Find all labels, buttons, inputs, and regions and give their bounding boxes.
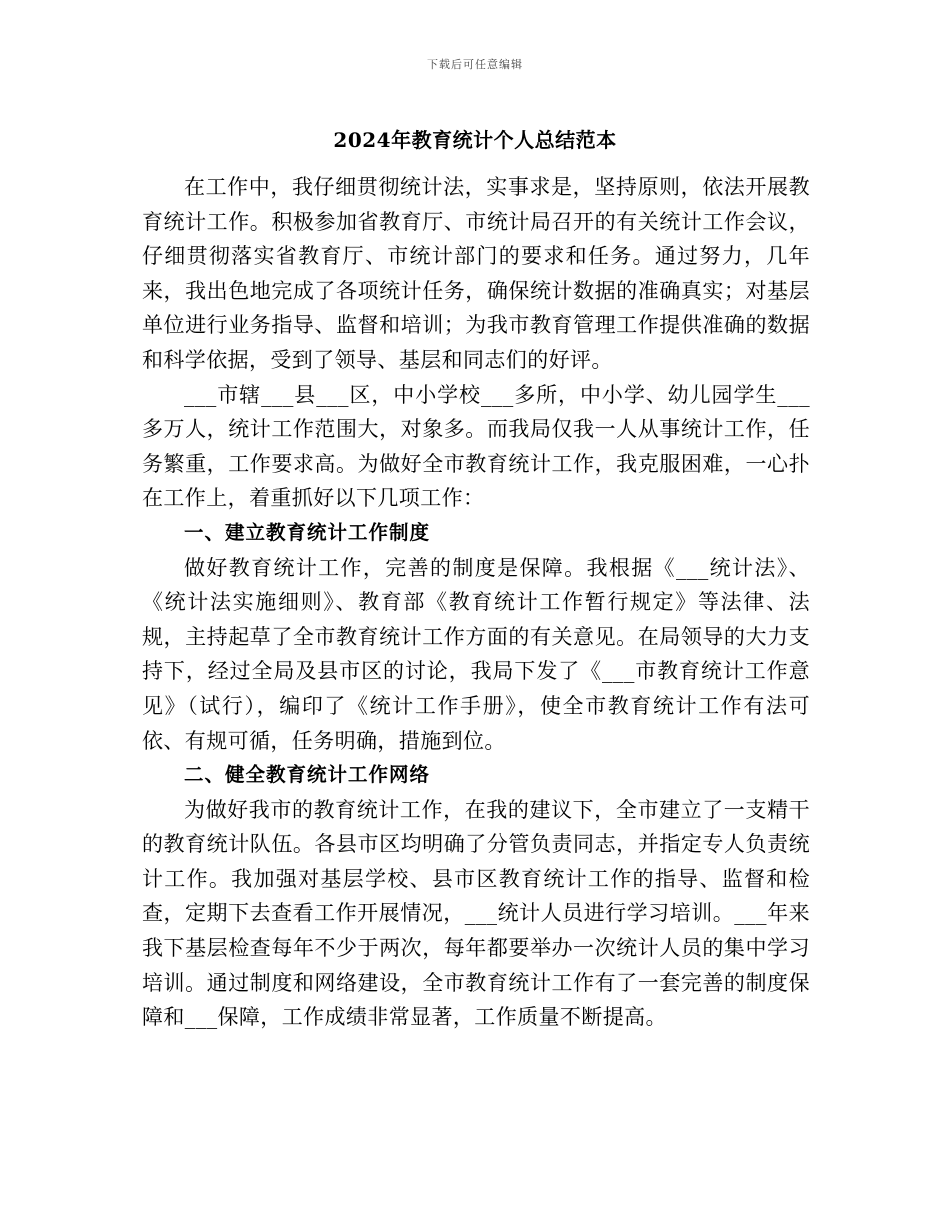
paragraph-section-2: 为做好我市的教育统计工作，在我的建议下，全市建立了一支精干的教育统计队伍。各县市区均明确了分管负责同志，并指定专人负责统计工作。我加强对基层学校、县市区教育统计工作的指导、监督和检查，定期下去查看工作开展情况，___统计人员进行学习培训。___年来我下基层检查每年不少于两次，每年都要举办一次统计人员的集中学习培训。通过制度和网络建设，全市教育统计工作有了一套完善的制度保障和___保障，工作成绩非常显著，工作质量不断提高。: [142, 797, 810, 1030]
page-header-note: 下载后可任意编辑: [427, 58, 523, 71]
paragraph-scope: ___市辖___县___区，中小学校___多所，中小学、幼儿园学生___多万人，统计工作范围大，对象多。而我局仅我一人从事统计工作，任务繁重，工作要求高。为做好全市教育统计工作，我克服困难，一心扑在工作上，着重抓好以下几项工作：: [142, 382, 810, 511]
paragraph-section-1: 做好教育统计工作，完善的制度是保障。我根据《___统计法》、《统计法实施细则》、教育部《教育统计工作暂行规定》等法律、法规，主持起草了全市教育统计工作方面的有关意见。在局领导的大力支持下，经过全局及县市区的讨论，我局下发了《___市教育统计工作意见》（试行），编印了《统计工作手册》，使全市教育统计工作有法可依、有规可循，任务明确，措施到位。: [142, 555, 810, 753]
section-heading-1: 一、建立教育统计工作制度: [184, 520, 431, 544]
document-body: [142, 170, 810, 1035]
document-title: 2024年教育统计个人总结范本: [333, 128, 617, 152]
paragraph-intro: 在工作中，我仔细贯彻统计法，实事求是，坚持原则，依法开展教育统计工作。积极参加省教育厅、市统计局召开的有关统计工作会议，仔细贯彻落实省教育厅、市统计部门的要求和任务。通过努力，几年来，我出色地完成了各项统计任务，确保统计数据的准确真实；对基层单位进行业务指导、监督和培训；为我市教育管理工作提供准确的数据和科学依据，受到了领导、基层和同志们的好评。: [142, 175, 810, 372]
section-heading-2: 二、健全教育统计工作网络: [184, 763, 431, 787]
